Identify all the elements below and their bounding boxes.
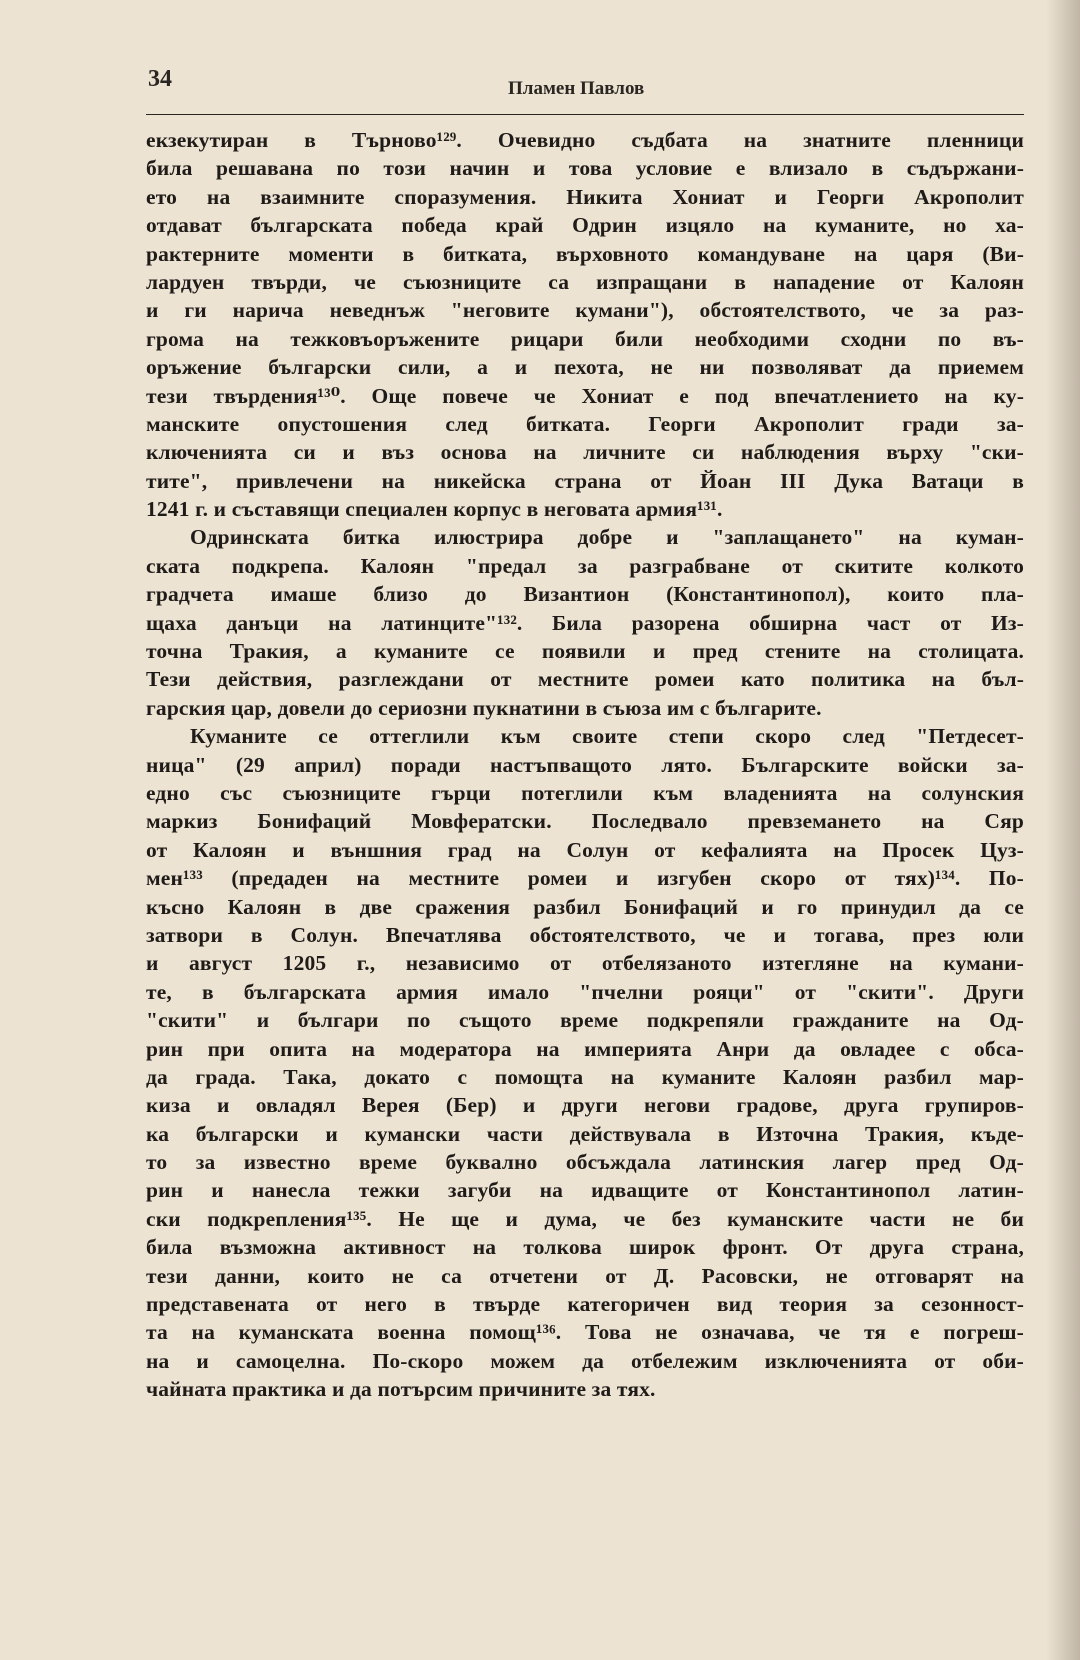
text-line: ница" (29 април) поради настъпващото лято. Българските войски за- [146,752,1024,777]
text-line: едно със съюзниците гърци потеглили към владенията на солунския [146,780,1024,805]
text-line: представената от него в твърде категоричен вид теория за сезонност- [146,1292,1024,1317]
text-line: чайната практика и да потърсим причините за тях. [146,1377,656,1402]
text-line: и ги нарича неведнъж "неговите кумани"), обстоятелството, че за раз- [146,298,1024,323]
text-line: тези твърдения¹³⁰. Още повече че Хониат е под впечатлението на ку- [146,383,1024,408]
text-line: маркиз Бонифаций Мовфератски. Последвало превземането на Сяр [146,809,1024,834]
text-line: тези данни, които не са отчетени от Д. Расовски, не отговарят на [146,1263,1024,1288]
page-number: 34 [148,66,172,92]
text-line: Тези действия, разглеждани от местните ромеи като политика на бъл- [146,667,1024,692]
text-line: ето на взаимните споразумения. Никита Хониат и Георги Акрополит [146,184,1024,209]
text-line: Одринската битка илюстрира добре и "заплащането" на куман- [190,525,1024,550]
text-line: да града. Така, докато с помощта на куманите Калоян разбил мар- [146,1064,1024,1089]
text-line: на и самоцелна. По-скоро можем да отбележим изключенията от оби- [146,1348,1024,1373]
text-line: точна Тракия, а куманите се появили и пред стените на столицата. [146,639,1024,664]
text-line: манските опустошения след битката. Георги Акрополит гради за- [146,411,1024,436]
text-line: ключенията си и въз основа на личните си наблюдения върху "ски- [146,440,1024,465]
page-header [146,66,1024,115]
text-line: рин и нанесла тежки загуби на идващите от Константинопол латин- [146,1178,1024,1203]
text-line: затвори в Солун. Впечатлява обстоятелството, че и тогава, през юли [146,922,1024,947]
text-line: ската подкрепа. Калоян "предал за разграбване от скитите колкото [146,553,1024,578]
text-line: рин при опита на модератора на империята Анри да овладее с обса- [146,1036,1024,1061]
text-line: мен¹³³ (предаден на местните ромеи и изгубен скоро от тях)¹³⁴. По- [146,866,1024,891]
text-line: тите", привлечени на никейска страна от Йоан III Дука Ватаци в [146,468,1024,493]
text-line: оръжение български сили, а и пехота, не ни позволяват да приемем [146,355,1024,380]
text-line: то за известно време буквално обсъждала латинския лагер пред Од- [146,1150,1024,1175]
text-line: екзекутиран в Търново¹²⁹. Очевидно съдбата на знатните пленници [146,128,1024,152]
text-line: лардуен твърди, че съюзниците са изпращани в нападение от Калоян [146,269,1024,294]
text-line: те, в българската армия имало "пчелни рояци" от "скити". Други [146,979,1024,1004]
text-line: киза и овладял Верея (Бер) и други негови градове, друга групиров- [146,1093,1024,1118]
text-line: гарския цар, довели до сериозни пукнатини в съюза им с българите. [146,695,822,720]
text-line: рактерните моменти в битката, върховното командуване на царя (Ви- [146,241,1024,266]
body-text [146,126,1024,1404]
text-line: ка български и кумански части действувала в Източна Тракия, къде- [146,1121,1024,1146]
text-line: та на куманската военна помощ¹³⁶. Това не означава, че тя е погреш- [146,1320,1024,1345]
text-line: и август 1205 г., независимо от отбелязаното изтегляне на кумани- [146,951,1024,976]
text-line: "скити" и българи по същото време подкрепяли гражданите на Од- [146,1008,1024,1033]
text-line: от Калоян и външния град на Солун от кефалията на Просек Цуз- [146,837,1024,862]
text-line: грома на тежковъоръжените рицари били необходими сходни по въ- [146,326,1024,351]
text-line: ски подкрепления¹³⁵. Не ще и дума, че без куманските части не би [146,1206,1024,1231]
text-line: отдават българската победа край Одрин изцяло на куманите, но ха- [146,213,1024,238]
text-line: градчета имаше близо до Византион (Константинопол), които пла- [146,582,1024,607]
running-title: Пламен Павлов [508,78,645,99]
text-line: късно Калоян в две сражения разбил Бонифаций и го принудил да се [146,894,1024,919]
text-line: щаха данъци на латинците"¹³². Била разорена обширна част от Из- [146,610,1024,635]
text-line: Куманите се оттеглили към своите степи скоро след "Петдесет- [190,724,1024,749]
text-line: 1241 г. и съставящи специален корпус в неговата армия¹³¹. [146,497,723,522]
text-line: била възможна активност на толкова широк фронт. От друга страна, [146,1235,1024,1260]
text-line: била решавана по този начин и това условие е влизало в съдържани- [146,156,1024,181]
page-edge-shadow [1046,0,1080,1660]
